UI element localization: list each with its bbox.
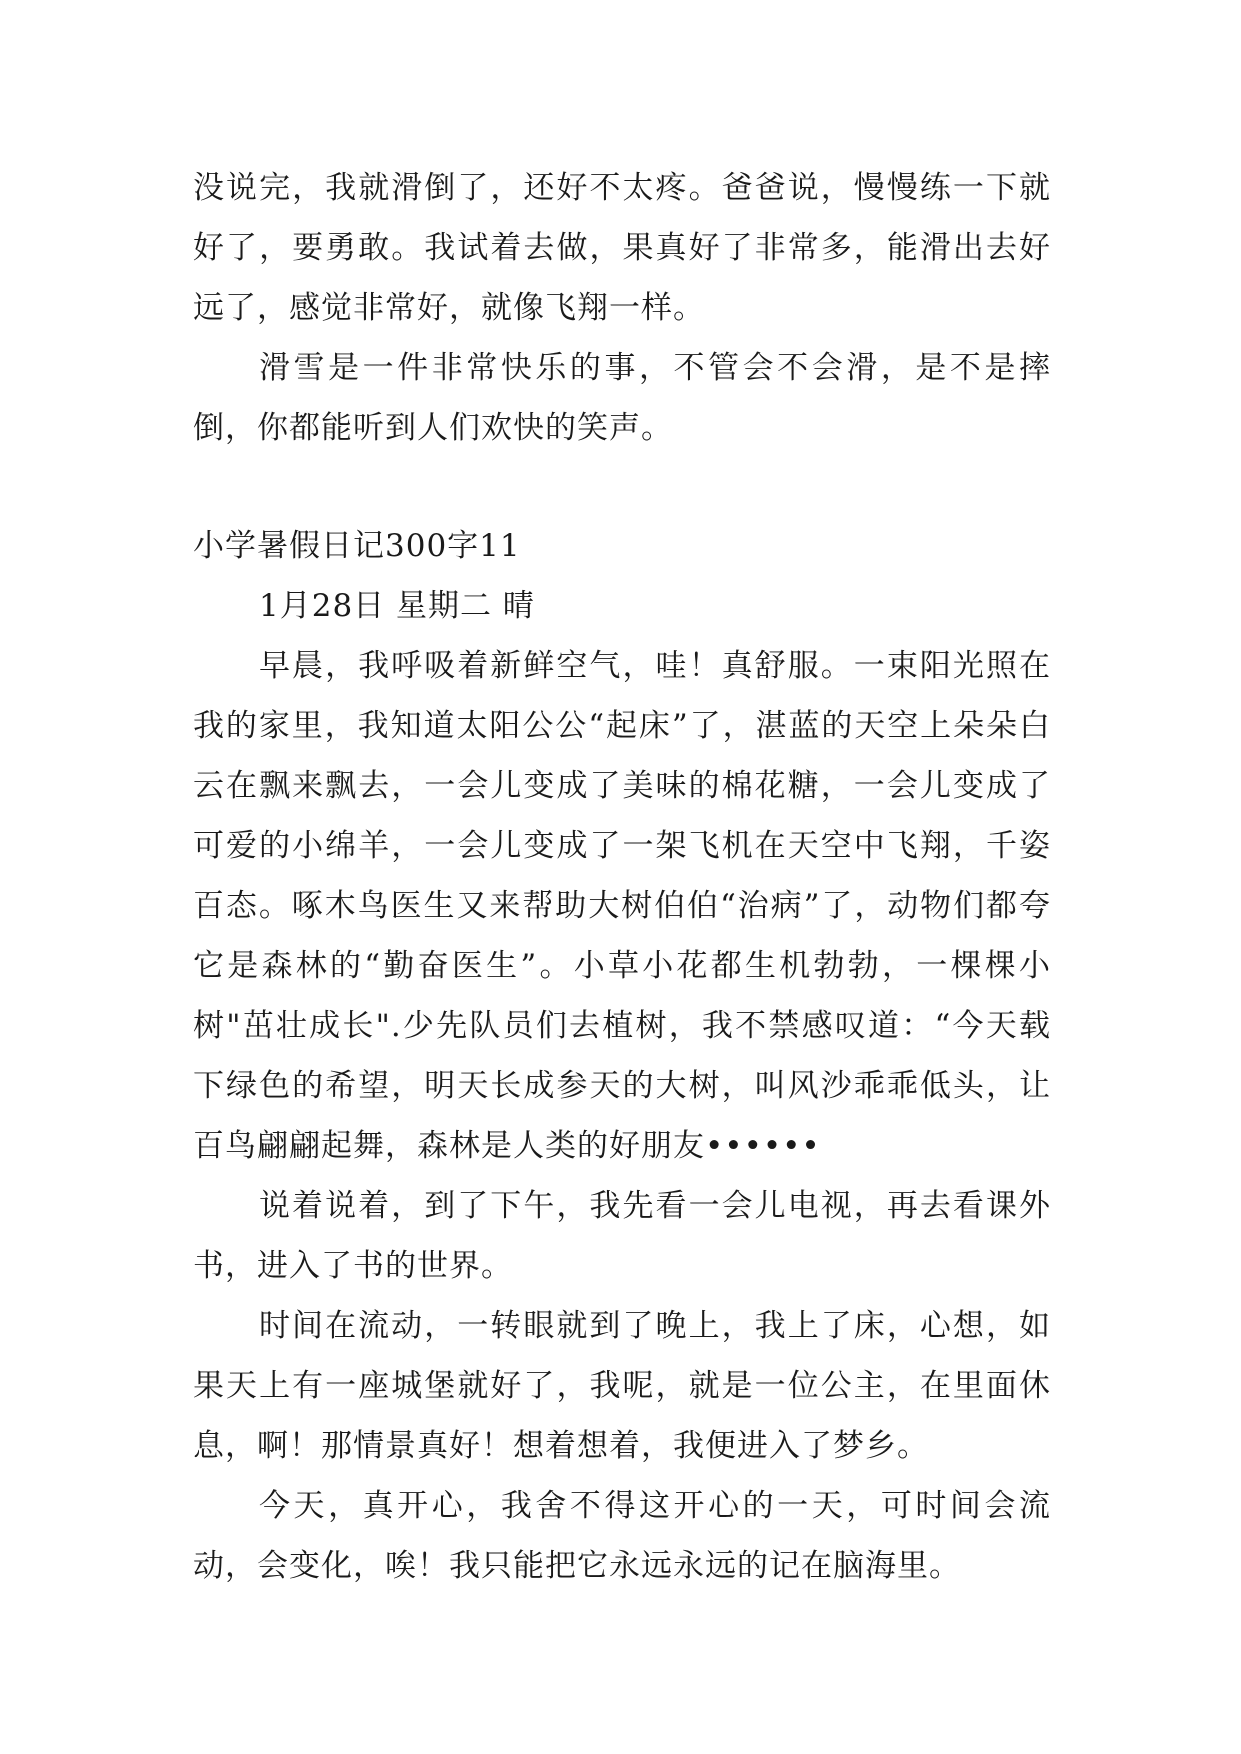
section-gap: [193, 458, 1051, 516]
diary-paragraph-afternoon: 说着说着，到了下午，我先看一会儿电视，再去看课外书，进入了书的世界。: [193, 1188, 1051, 1284]
diary-date-line: 1月28日 星期二 晴: [259, 588, 535, 624]
continued-paragraph: 没说完，我就滑倒了，还好不太疼。爸爸说，慢慢练一下就好了，要勇敢。我试着去做，果真好了非常多，能滑出去好远了，感觉非常好，就像飞翔一样。: [193, 170, 1051, 326]
diary-paragraph-evening: 时间在流动，一转眼就到了晚上，我上了床，心想，如果天上有一座城堡就好了，我呢，就是一位公主，在里面休息，啊！那情景真好！想着想着，我便进入了梦乡。: [193, 1308, 1051, 1464]
skiing-conclusion-paragraph: 滑雪是一件非常快乐的事，不管会不会滑，是不是摔倒，你都能听到人们欢快的笑声。: [193, 350, 1051, 446]
diary-paragraph-morning: 早晨，我呼吸着新鲜空气，哇！真舒服。一束阳光照在我的家里，我知道太阳公公“起床”了，湛蓝的天空上朵朵白云在飘来飘去，一会儿变成了美味的棉花糖，一会儿变成了可爱的小绵羊，一会儿变成了一架飞机在天空中飞翔，千姿百态。啄木鸟医生又来帮助大树伯伯“治病”了，动物们都夸它是森林的“勤奋医生”。小草小花都生机勃勃，一棵棵小树"茁壮成长".少先队员们去植树，我不禁感叹道：“今天载下绿色的希望，明天长成参天的大树，叫风沙乖乖低头，让百鸟翩翩起舞，森林是人类的好朋友••••••: [193, 648, 1051, 1164]
document-page: [193, 158, 1051, 1596]
diary-paragraph-closing: 今天，真开心，我舍不得这开心的一天，可时间会流动，会变化，唉！我只能把它永远永远的记在脑海里。: [193, 1488, 1051, 1584]
diary-title: 小学暑假日记300字11: [193, 528, 521, 564]
